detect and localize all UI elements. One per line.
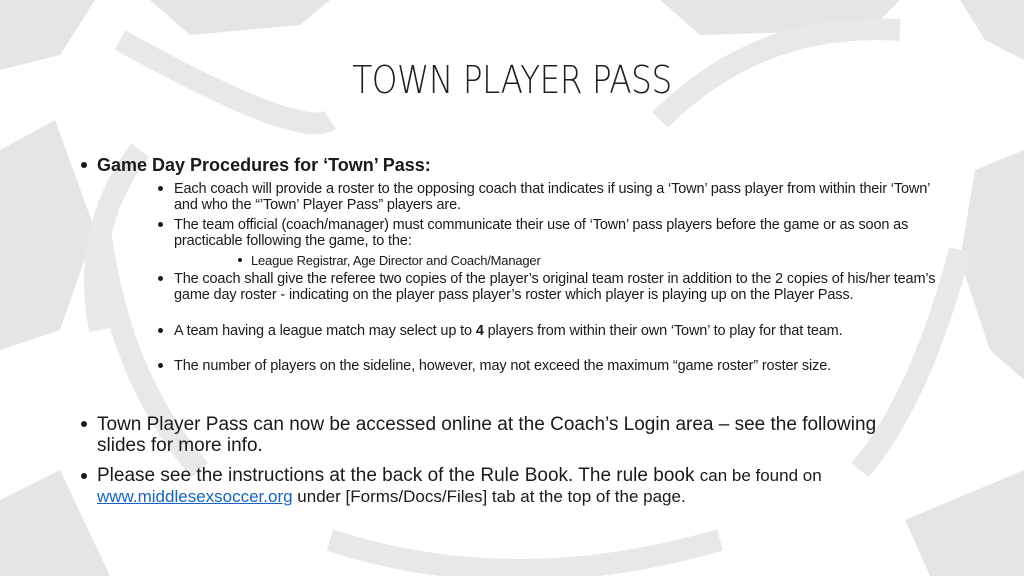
rulebook-prefix: Please see the instructions at the back of the Rule Book. The rule book [97, 465, 700, 486]
bullet-dot [158, 328, 163, 333]
list-item-sub: League Registrar, Age Director and Coach/Manager [251, 253, 541, 268]
bullet-dot [81, 162, 87, 168]
list-item: Each coach will provide a roster to the opposing coach that indicates if using a ‘Town’ pass player from within their ‘Town’ and who the “’Town’ Player Pass” players are. [174, 181, 930, 213]
online-access-text: Town Player Pass can now be accessed online at the Coach’s Login area – see the following slides for more info. [97, 414, 877, 456]
bullet-dot [158, 222, 163, 227]
bullet-dot [81, 473, 87, 479]
league-match-text: A team having a league match may select up to [174, 323, 476, 339]
bullet-dot [81, 421, 87, 427]
list-item: The team official (coach/manager) must communicate their use of ‘Town’ pass players before the game or as soon as practicable following the game, to the: [174, 217, 909, 249]
rulebook-text [97, 465, 947, 507]
rulebook-small: can be found on [699, 466, 822, 485]
website-link[interactable]: www.middlesexsoccer.org [97, 487, 293, 506]
list-item: The number of players on the sideline, however, may not exceed the maximum “game roster” roster size. [174, 358, 831, 374]
bullet-dot [158, 363, 163, 368]
league-match-text-end: players from within their own ‘Town’ to play for that team. [483, 323, 843, 339]
bullet-dot [158, 276, 163, 281]
max-players-number: 4 [475, 323, 484, 339]
section-heading: Game Day Procedures for ‘Town’ Pass: [97, 155, 431, 175]
bullet-dot [238, 258, 242, 262]
slide-title: TOWN PLAYER PASS [352, 58, 672, 102]
list-item: The coach shall give the referee two copies of the player’s original team roster in addition to the 2 copies of his/her team’s game day roster - indicating on the player pass player’s roster which player is playing up on the Player Pass. [174, 271, 936, 303]
bullet-dot [158, 186, 163, 191]
list-item [174, 324, 949, 340]
rulebook-suffix: under [Forms/Docs/Files] tab at the top of the page. [292, 487, 686, 506]
